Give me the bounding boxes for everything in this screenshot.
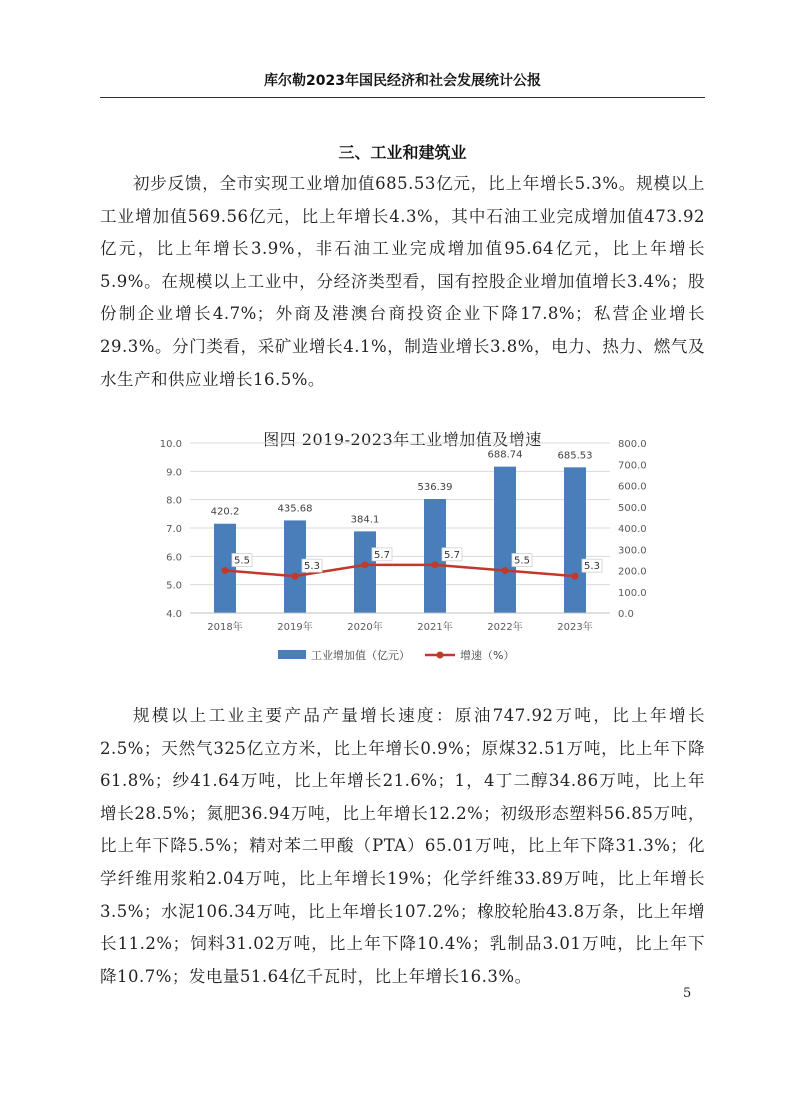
left-axis-tick-label: 9.0 [166,467,182,479]
right-axis-tick-label: 200.0 [618,566,647,578]
right-axis-tick-label: 100.0 [618,587,647,599]
section-title: 三、工业和建筑业 [338,143,467,162]
right-axis-tick-label: 400.0 [618,524,647,535]
chart-line [222,548,603,580]
header-rule [100,97,705,98]
category-label: 2021年 [417,622,453,633]
chart-grid [190,443,610,613]
right-axis-tick-label: 600.0 [618,481,647,493]
left-axis-tick-label: 6.0 [166,552,182,564]
category-label: 2022年 [487,622,523,633]
figure-title: 图四 2019-2023年工业增加值及增速 [263,430,542,449]
growth-point [292,573,299,580]
industry-chart [140,431,660,676]
document-header: 库尔勒2023年国民经济和社会发展统计公报 [264,73,541,89]
paragraph-product-output: 规模以上工业主要产品产量增长速度：原油747.92万吨，比上年增长2.5%；天然气325亿立方米，比上年增长0.9%；原煤32.51万吨，比上年下降61.8%；纱41.64万吨，比上年增长21.6%；1，4丁二醇34.86万吨，比上年增长28.5%；氮肥36.94万吨，比上年增长12.2%；初级形态塑料56.85万吨，比上年下降5.5%；精对苯二甲酸（PTA）65.01万吨，比上年下降31.3%；化学纤维用浆粕2.04万吨，比上年增长19%；化学纤维33.89万吨，比上年增长3.5%；水泥106.34万吨，比上年增长107.2%；橡胶轮胎43.8万条，比上年增长11.2%；饲料31.02万吨，比上年下降10.4%；乳制品3.01万吨，比上年下降10.7%；发电量51.64亿千瓦时，比上年增长16.3%。 [100,706,705,986]
category-label: 2018年 [207,622,243,633]
paragraph-industry-overview: 初步反馈，全市实现工业增加值685.53亿元，比上年增长5.3%。规模以上工业增加值569.56亿元，比上年增长4.3%，其中石油工业完成增加值473.92亿元，比上年增长3.9%，非石油工业完成增加值95.64亿元，比上年增长5.9%。在规模以上工业中，分经济类型看，国有控股企业增加值增长3.4%；股份制企业增长4.7%；外商及港澳台商投资企业下降17.8%；私营企业增长29.3%。分门类看，采矿业增长4.1%，制造业增长3.8%，电力、热力、燃气及水生产和供应业增长16.5%。 [100,174,705,389]
left-axis-tick-label: 8.0 [166,495,182,507]
bar [354,531,376,613]
right-axis-tick-label: 300.0 [618,545,647,557]
right-axis-tick-label: 0.0 [618,609,634,620]
chart-legend [278,648,514,662]
bar-data-label: 536.39 [417,482,453,494]
bar-data-label: 688.74 [487,449,523,461]
left-axis-tick-label: 5.0 [166,580,182,592]
bar-data-label: 420.2 [210,506,240,518]
legend-line-label: 增速（%） [460,649,515,662]
bar-data-label: 685.53 [557,450,593,462]
bar-data-label: 384.1 [350,514,380,526]
left-axis-tick-label: 4.0 [166,609,182,620]
growth-data-label: 5.7 [374,549,390,561]
growth-data-label: 5.5 [514,555,530,567]
category-label: 2020年 [347,622,383,633]
legend-line-marker [437,652,444,659]
growth-data-label: 5.7 [444,549,460,561]
legend-bar-label: 工业增加值（亿元） [311,649,410,662]
right-axis-tick-label: 800.0 [618,439,647,450]
bar-data-label: 435.68 [277,503,313,515]
growth-data-label: 5.5 [234,555,250,567]
left-axis-tick-label: 7.0 [166,524,182,535]
growth-data-label: 5.3 [584,561,600,573]
right-axis-tick-label: 500.0 [618,502,647,514]
legend-bar-swatch [278,650,306,659]
right-axis-tick-label: 700.0 [618,460,647,472]
page-number: 5 [683,986,692,1001]
left-axis-tick-label: 10.0 [159,439,182,450]
growth-point [222,567,229,574]
growth-point [572,573,579,580]
category-label: 2019年 [277,622,313,633]
bar [494,467,516,613]
chart-bars [211,450,593,613]
growth-point [502,567,509,574]
growth-data-label: 5.3 [304,561,320,573]
bar [564,467,586,613]
category-label: 2023年 [557,622,593,633]
growth-point [432,561,439,568]
growth-point [362,561,369,568]
